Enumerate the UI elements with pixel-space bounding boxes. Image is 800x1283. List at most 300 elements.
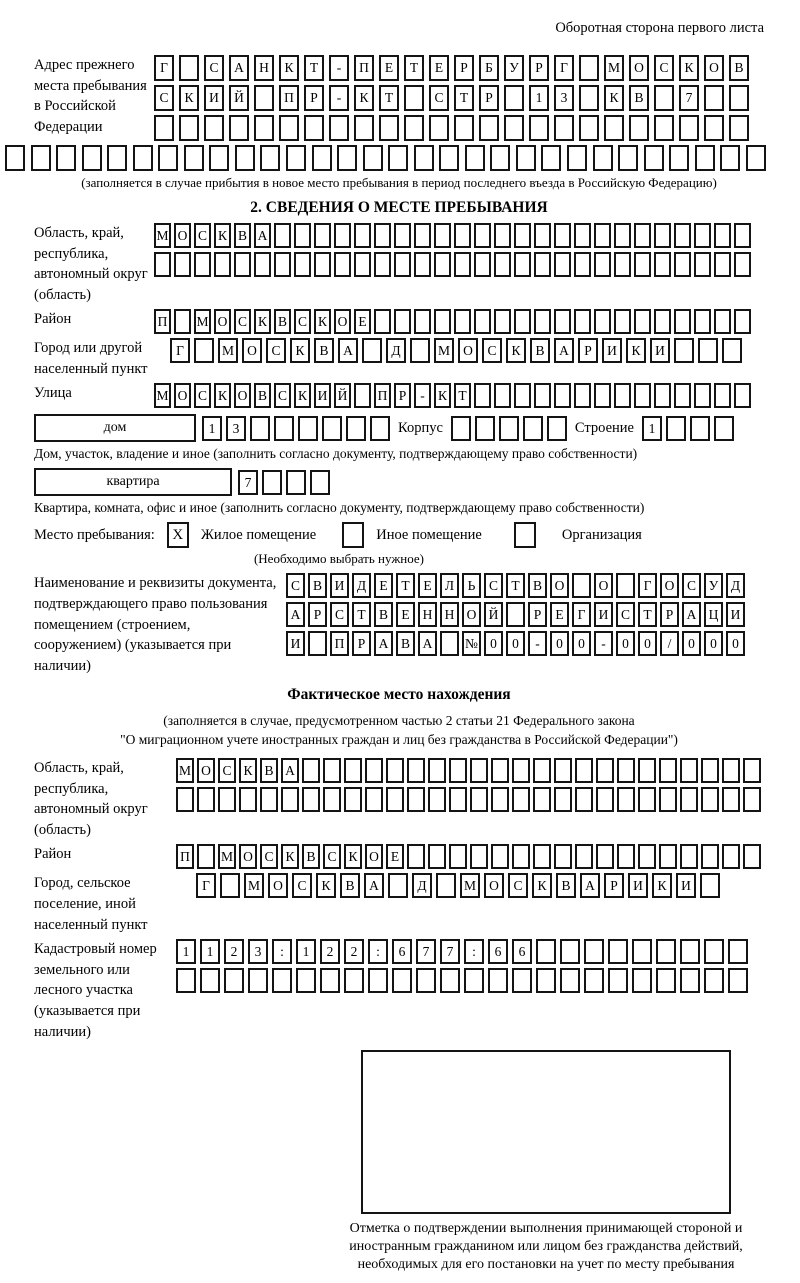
char-cell[interactable] [329,115,349,141]
char-cell[interactable]: 0 [726,631,745,656]
char-cell[interactable]: Л [440,573,459,598]
char-cell[interactable]: Е [354,309,371,334]
char-cell[interactable] [272,968,292,993]
char-cell[interactable] [320,968,340,993]
char-cell[interactable] [596,844,614,869]
char-cell[interactable]: В [729,55,749,81]
char-cell[interactable]: Б [479,55,499,81]
char-cell[interactable] [470,844,488,869]
char-cell[interactable] [429,115,449,141]
char-cell[interactable] [491,787,509,812]
char-cell[interactable] [608,939,628,964]
char-cell[interactable]: Г [196,873,216,898]
char-cell[interactable] [274,252,291,277]
char-cell[interactable]: 0 [682,631,701,656]
char-cell[interactable]: О [234,383,251,408]
char-cell[interactable] [575,758,593,783]
char-cell[interactable]: С [274,383,291,408]
char-cell[interactable] [158,145,178,171]
char-cell[interactable]: Т [454,85,474,111]
char-cell[interactable]: К [626,338,646,363]
char-cell[interactable] [294,223,311,248]
char-cell[interactable] [304,115,324,141]
char-cell[interactable] [370,416,390,441]
char-cell[interactable] [534,309,551,334]
char-cell[interactable]: К [214,383,231,408]
char-cell[interactable]: К [239,758,257,783]
char-cell[interactable] [554,252,571,277]
char-cell[interactable] [533,758,551,783]
char-cell[interactable] [614,223,631,248]
char-cell[interactable] [659,758,677,783]
char-cell[interactable]: С [323,844,341,869]
char-cell[interactable] [560,939,580,964]
char-cell[interactable]: В [396,631,415,656]
char-cell[interactable] [674,252,691,277]
char-cell[interactable] [516,145,536,171]
char-cell[interactable] [344,787,362,812]
char-cell[interactable] [184,145,204,171]
char-cell[interactable] [107,145,127,171]
char-cell[interactable] [234,252,251,277]
char-cell[interactable] [365,787,383,812]
char-cell[interactable] [494,309,511,334]
char-cell[interactable]: О [268,873,288,898]
char-cell[interactable] [197,787,215,812]
char-cell[interactable] [474,252,491,277]
char-cell[interactable] [440,968,460,993]
char-cell[interactable]: А [418,631,437,656]
char-cell[interactable]: Й [484,602,503,627]
char-cell[interactable]: О [334,309,351,334]
char-cell[interactable] [579,115,599,141]
char-cell[interactable] [659,844,677,869]
char-cell[interactable] [281,787,299,812]
char-cell[interactable]: А [580,873,600,898]
char-cell[interactable] [584,968,604,993]
char-cell[interactable] [574,309,591,334]
char-cell[interactable]: 7 [440,939,460,964]
char-cell[interactable] [436,873,456,898]
char-cell[interactable] [204,115,224,141]
char-cell[interactable] [512,844,530,869]
char-cell[interactable]: О [550,573,569,598]
char-cell[interactable] [594,383,611,408]
char-cell[interactable] [534,223,551,248]
char-cell[interactable] [700,873,720,898]
char-cell[interactable] [286,470,306,495]
char-cell[interactable] [229,115,249,141]
char-cell[interactable]: В [340,873,360,898]
char-cell[interactable] [322,416,342,441]
char-cell[interactable]: 0 [484,631,503,656]
char-cell[interactable] [449,758,467,783]
char-cell[interactable]: П [330,631,349,656]
char-cell[interactable] [474,223,491,248]
char-cell[interactable]: В [629,85,649,111]
char-cell[interactable] [541,145,561,171]
char-cell[interactable] [701,787,719,812]
char-cell[interactable] [354,383,371,408]
char-cell[interactable]: М [194,309,211,334]
char-cell[interactable]: Т [638,602,657,627]
char-cell[interactable] [314,223,331,248]
char-cell[interactable]: К [281,844,299,869]
char-cell[interactable] [194,338,214,363]
char-cell[interactable]: С [194,223,211,248]
char-cell[interactable] [449,787,467,812]
char-cell[interactable] [260,145,280,171]
char-cell[interactable] [250,416,270,441]
char-cell[interactable] [414,252,431,277]
char-cell[interactable] [638,787,656,812]
char-cell[interactable] [82,145,102,171]
char-cell[interactable] [659,787,677,812]
char-cell[interactable] [504,115,524,141]
char-cell[interactable]: А [374,631,393,656]
char-cell[interactable]: П [279,85,299,111]
char-cell[interactable] [616,573,635,598]
char-cell[interactable] [388,145,408,171]
char-cell[interactable] [286,145,306,171]
char-cell[interactable]: К [652,873,672,898]
char-cell[interactable] [394,309,411,334]
char-cell[interactable]: А [286,602,305,627]
char-cell[interactable] [674,309,691,334]
char-cell[interactable] [572,573,591,598]
char-cell[interactable]: К [254,309,271,334]
char-cell[interactable] [174,252,191,277]
char-cell[interactable] [596,758,614,783]
char-cell[interactable]: И [676,873,696,898]
char-cell[interactable] [534,252,551,277]
char-cell[interactable]: К [316,873,336,898]
char-cell[interactable] [722,338,742,363]
char-cell[interactable] [434,252,451,277]
char-cell[interactable] [494,252,511,277]
char-cell[interactable]: Ц [704,602,723,627]
char-cell[interactable] [704,939,724,964]
char-cell[interactable]: П [176,844,194,869]
char-cell[interactable] [617,844,635,869]
char-cell[interactable]: У [504,55,524,81]
char-cell[interactable] [536,968,556,993]
char-cell[interactable] [536,939,556,964]
char-cell[interactable] [470,758,488,783]
char-cell[interactable] [368,968,388,993]
char-cell[interactable]: 1 [642,416,662,441]
char-cell[interactable]: Д [726,573,745,598]
char-cell[interactable] [174,309,191,334]
char-cell[interactable] [714,383,731,408]
char-cell[interactable] [31,145,51,171]
checkbox-residential[interactable]: X [167,522,189,548]
char-cell[interactable] [298,416,318,441]
char-cell[interactable] [720,145,740,171]
char-cell[interactable] [224,968,244,993]
char-cell[interactable] [344,758,362,783]
char-cell[interactable]: В [274,309,291,334]
char-cell[interactable] [604,115,624,141]
char-cell[interactable]: 3 [554,85,574,111]
char-cell[interactable] [728,968,748,993]
char-cell[interactable]: С [154,85,174,111]
char-cell[interactable] [634,309,651,334]
char-cell[interactable]: К [290,338,310,363]
char-cell[interactable]: О [704,55,724,81]
char-cell[interactable] [638,758,656,783]
char-cell[interactable] [654,85,674,111]
char-cell[interactable] [618,145,638,171]
char-cell[interactable] [680,939,700,964]
char-cell[interactable] [428,758,446,783]
char-cell[interactable] [248,968,268,993]
char-cell[interactable]: С [330,602,349,627]
char-cell[interactable] [363,145,383,171]
char-cell[interactable] [392,968,412,993]
char-cell[interactable] [674,383,691,408]
char-cell[interactable] [302,787,320,812]
char-cell[interactable]: - [594,631,613,656]
char-cell[interactable] [674,338,694,363]
char-cell[interactable] [654,223,671,248]
char-cell[interactable]: К [604,85,624,111]
char-cell[interactable] [428,787,446,812]
char-cell[interactable] [554,758,572,783]
char-cell[interactable] [194,252,211,277]
char-cell[interactable] [666,416,686,441]
char-cell[interactable]: Е [550,602,569,627]
char-cell[interactable] [365,758,383,783]
char-cell[interactable]: М [244,873,264,898]
char-cell[interactable] [512,758,530,783]
char-cell[interactable] [494,223,511,248]
char-cell[interactable]: И [726,602,745,627]
char-cell[interactable]: 6 [512,939,532,964]
char-cell[interactable] [394,223,411,248]
char-cell[interactable]: С [204,55,224,81]
char-cell[interactable]: Р [394,383,411,408]
char-cell[interactable] [262,470,282,495]
char-cell[interactable] [354,115,374,141]
char-cell[interactable] [404,85,424,111]
checkbox-organization[interactable] [514,522,536,548]
char-cell[interactable] [302,758,320,783]
char-cell[interactable]: С [194,383,211,408]
char-cell[interactable] [701,844,719,869]
char-cell[interactable] [254,85,274,111]
char-cell[interactable] [554,223,571,248]
char-cell[interactable]: - [329,55,349,81]
char-cell[interactable]: 1 [296,939,316,964]
char-cell[interactable] [512,968,532,993]
char-cell[interactable] [312,145,332,171]
char-cell[interactable]: С [218,758,236,783]
char-cell[interactable]: И [602,338,622,363]
char-cell[interactable] [694,252,711,277]
char-cell[interactable] [176,968,196,993]
char-cell[interactable]: Е [379,55,399,81]
char-cell[interactable] [746,145,766,171]
char-cell[interactable]: У [704,573,723,598]
char-cell[interactable]: Г [170,338,190,363]
char-cell[interactable]: О [594,573,613,598]
char-cell[interactable] [254,115,274,141]
char-cell[interactable] [728,939,748,964]
char-cell[interactable] [654,383,671,408]
char-cell[interactable]: В [302,844,320,869]
char-cell[interactable] [451,416,471,441]
char-cell[interactable] [634,383,651,408]
char-cell[interactable] [386,758,404,783]
char-cell[interactable]: Ь [462,573,481,598]
char-cell[interactable] [617,758,635,783]
char-cell[interactable] [504,85,524,111]
char-cell[interactable] [594,223,611,248]
char-cell[interactable] [704,968,724,993]
char-cell[interactable] [514,383,531,408]
char-cell[interactable]: И [628,873,648,898]
char-cell[interactable]: В [308,573,327,598]
char-cell[interactable] [470,787,488,812]
char-cell[interactable] [439,145,459,171]
char-cell[interactable] [506,602,525,627]
char-cell[interactable]: О [484,873,504,898]
char-cell[interactable] [690,416,710,441]
char-cell[interactable]: О [242,338,262,363]
char-cell[interactable]: В [260,758,278,783]
char-cell[interactable] [679,115,699,141]
char-cell[interactable]: А [254,223,271,248]
char-cell[interactable]: К [354,85,374,111]
char-cell[interactable] [154,252,171,277]
char-cell[interactable] [488,968,508,993]
char-cell[interactable] [574,252,591,277]
char-cell[interactable]: Г [638,573,657,598]
char-cell[interactable]: С [234,309,251,334]
char-cell[interactable] [574,223,591,248]
char-cell[interactable]: Д [352,573,371,598]
char-cell[interactable] [416,968,436,993]
char-cell[interactable]: К [314,309,331,334]
char-cell[interactable]: М [218,338,238,363]
char-cell[interactable]: М [154,223,171,248]
char-cell[interactable] [374,309,391,334]
char-cell[interactable] [694,309,711,334]
char-cell[interactable] [479,115,499,141]
char-cell[interactable] [323,758,341,783]
char-cell[interactable] [617,787,635,812]
char-cell[interactable]: М [218,844,236,869]
char-cell[interactable] [704,115,724,141]
char-cell[interactable]: Д [412,873,432,898]
char-cell[interactable]: М [434,338,454,363]
char-cell[interactable]: О [174,223,191,248]
char-cell[interactable] [698,338,718,363]
char-cell[interactable] [354,223,371,248]
char-cell[interactable]: С [482,338,502,363]
char-cell[interactable]: Т [454,383,471,408]
char-cell[interactable]: 0 [704,631,723,656]
char-cell[interactable]: С [429,85,449,111]
char-cell[interactable] [574,383,591,408]
char-cell[interactable]: 0 [572,631,591,656]
char-cell[interactable] [407,844,425,869]
char-cell[interactable]: М [604,55,624,81]
char-cell[interactable]: Р [529,55,549,81]
char-cell[interactable]: Й [229,85,249,111]
char-cell[interactable]: 7 [416,939,436,964]
char-cell[interactable]: Д [386,338,406,363]
char-cell[interactable]: К [434,383,451,408]
char-cell[interactable] [634,252,651,277]
char-cell[interactable] [680,758,698,783]
char-cell[interactable]: 3 [248,939,268,964]
char-cell[interactable] [209,145,229,171]
char-cell[interactable] [608,968,628,993]
char-cell[interactable]: А [229,55,249,81]
char-cell[interactable]: С [292,873,312,898]
char-cell[interactable] [743,758,761,783]
char-cell[interactable] [614,383,631,408]
char-cell[interactable] [529,115,549,141]
char-cell[interactable] [734,383,751,408]
char-cell[interactable]: 1 [202,416,222,441]
char-cell[interactable] [669,145,689,171]
char-cell[interactable]: Г [154,55,174,81]
char-cell[interactable]: И [314,383,331,408]
char-cell[interactable] [512,787,530,812]
char-cell[interactable]: Н [418,602,437,627]
char-cell[interactable]: Т [404,55,424,81]
char-cell[interactable] [449,844,467,869]
char-cell[interactable] [734,309,751,334]
char-cell[interactable]: Р [308,602,327,627]
char-cell[interactable]: К [344,844,362,869]
char-cell[interactable] [308,631,327,656]
char-cell[interactable] [214,252,231,277]
char-cell[interactable]: С [654,55,674,81]
char-cell[interactable]: Е [429,55,449,81]
char-cell[interactable] [523,416,543,441]
char-cell[interactable] [388,873,408,898]
char-cell[interactable]: 1 [176,939,196,964]
char-cell[interactable] [629,115,649,141]
char-cell[interactable] [434,223,451,248]
char-cell[interactable]: М [176,758,194,783]
char-cell[interactable]: Р [304,85,324,111]
char-cell[interactable]: М [154,383,171,408]
char-cell[interactable] [218,787,236,812]
char-cell[interactable] [260,787,278,812]
char-cell[interactable]: В [530,338,550,363]
char-cell[interactable]: Р [660,602,679,627]
char-cell[interactable]: А [554,338,574,363]
char-cell[interactable] [714,252,731,277]
char-cell[interactable] [680,787,698,812]
char-cell[interactable]: В [556,873,576,898]
char-cell[interactable] [179,55,199,81]
char-cell[interactable] [554,115,574,141]
char-cell[interactable] [614,309,631,334]
char-cell[interactable] [729,85,749,111]
char-cell[interactable] [674,223,691,248]
char-cell[interactable] [654,309,671,334]
char-cell[interactable]: М [460,873,480,898]
char-cell[interactable] [554,787,572,812]
char-cell[interactable] [644,145,664,171]
char-cell[interactable]: Р [454,55,474,81]
